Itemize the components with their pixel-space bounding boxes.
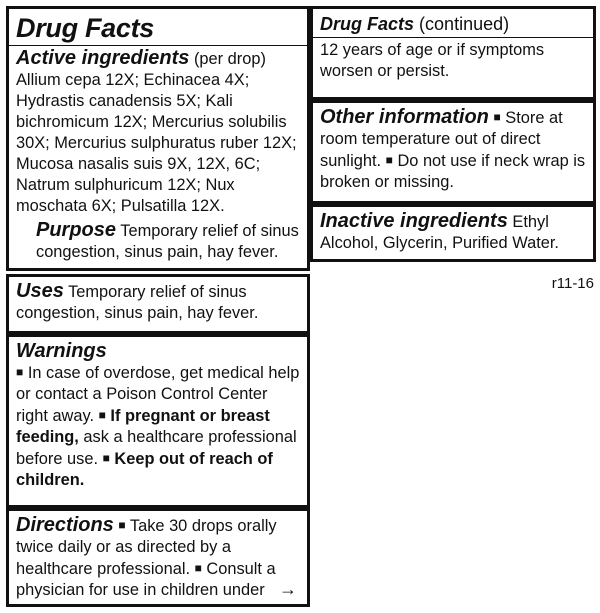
directions-heading: Directions bbox=[16, 514, 114, 536]
active-ingredients-section bbox=[6, 6, 310, 271]
bullet-icon: ■ bbox=[385, 153, 393, 167]
revision-code: r11-16 bbox=[551, 275, 594, 292]
other-information-heading: Other information bbox=[320, 106, 489, 128]
drug-facts-continued-panel bbox=[310, 6, 596, 262]
other-neck-wrap: Do not use if neck wrap is broken or missing. bbox=[320, 152, 586, 191]
active-ingredients-heading: Active ingredients bbox=[16, 47, 190, 69]
bullet-icon: ■ bbox=[98, 408, 106, 422]
drug-facts-panel bbox=[6, 6, 310, 607]
purpose-block bbox=[36, 220, 301, 263]
title-divider bbox=[9, 45, 307, 46]
inactive-ingredients-text: Ethyl Alcohol, Glycerin, Purified Water. bbox=[320, 213, 559, 252]
continued-text: 12 years of age or if symptoms worsen or persist. bbox=[320, 41, 545, 80]
warning-pregnant-rest: ask a healthcare professional before use. bbox=[16, 428, 297, 468]
warnings-text bbox=[16, 362, 301, 491]
continued-arrow-icon: → bbox=[279, 579, 297, 599]
inactive-ingredients-heading: Inactive ingredients bbox=[320, 210, 508, 232]
bullet-icon: ■ bbox=[194, 561, 202, 575]
continued-section bbox=[310, 6, 596, 100]
bullet-icon: ■ bbox=[118, 518, 126, 532]
other-information-section bbox=[310, 100, 596, 204]
bullet-icon: ■ bbox=[102, 451, 110, 465]
warning-children: Keep out of reach of children. bbox=[16, 450, 273, 489]
directions-children: Consult a physician for use in children under bbox=[16, 560, 276, 599]
warnings-section bbox=[6, 334, 310, 508]
other-storage: Store at room temperature out of direct sunlight. bbox=[320, 109, 563, 170]
warning-overdose: In case of overdose, get medical help or contact a Poison Control Center right away. bbox=[16, 364, 300, 425]
uses-section bbox=[6, 274, 310, 334]
warning-pregnant: If pregnant or breast feeding, bbox=[16, 407, 270, 446]
drug-facts-title: Drug Facts bbox=[16, 13, 155, 43]
warnings-heading: Warnings bbox=[16, 340, 107, 362]
purpose-heading: Purpose bbox=[36, 219, 117, 241]
inactive-ingredients-section bbox=[310, 204, 596, 262]
uses-text: Temporary relief of sinus congestion, sinus pain, hay fever. bbox=[16, 283, 259, 322]
purpose-text: Temporary relief of sinus congestion, sinus pain, hay fever. bbox=[36, 222, 299, 261]
bullet-icon: ■ bbox=[16, 365, 24, 379]
directions-section bbox=[6, 508, 310, 607]
continued-title bbox=[320, 13, 587, 35]
active-ingredients-block bbox=[16, 48, 301, 217]
active-ingredients-text: Allium cepa 12X; Echinacea 4X; Hydrastis canadensis 5X; Kali bichromicum 12X; Mercurius solubilis 30X; Mercurius sulphuratus ruber 12X; Mucosa nasalis suis 9X, 12X, 6C; Natrum sulphuricum 12X; Nux moschata 6X; Pulsatilla 12X. bbox=[16, 71, 297, 215]
active-ingredients-qualifier: (per drop) bbox=[193, 50, 266, 68]
continued-title-bold: Drug Facts bbox=[320, 14, 415, 34]
directions-dosage: Take 30 drops orally twice daily or as directed by a healthcare professional. bbox=[16, 517, 277, 578]
uses-heading: Uses bbox=[16, 280, 64, 302]
bullet-icon: ■ bbox=[493, 110, 501, 124]
continued-divider bbox=[313, 37, 593, 38]
continued-title-rest: (continued) bbox=[419, 14, 510, 34]
